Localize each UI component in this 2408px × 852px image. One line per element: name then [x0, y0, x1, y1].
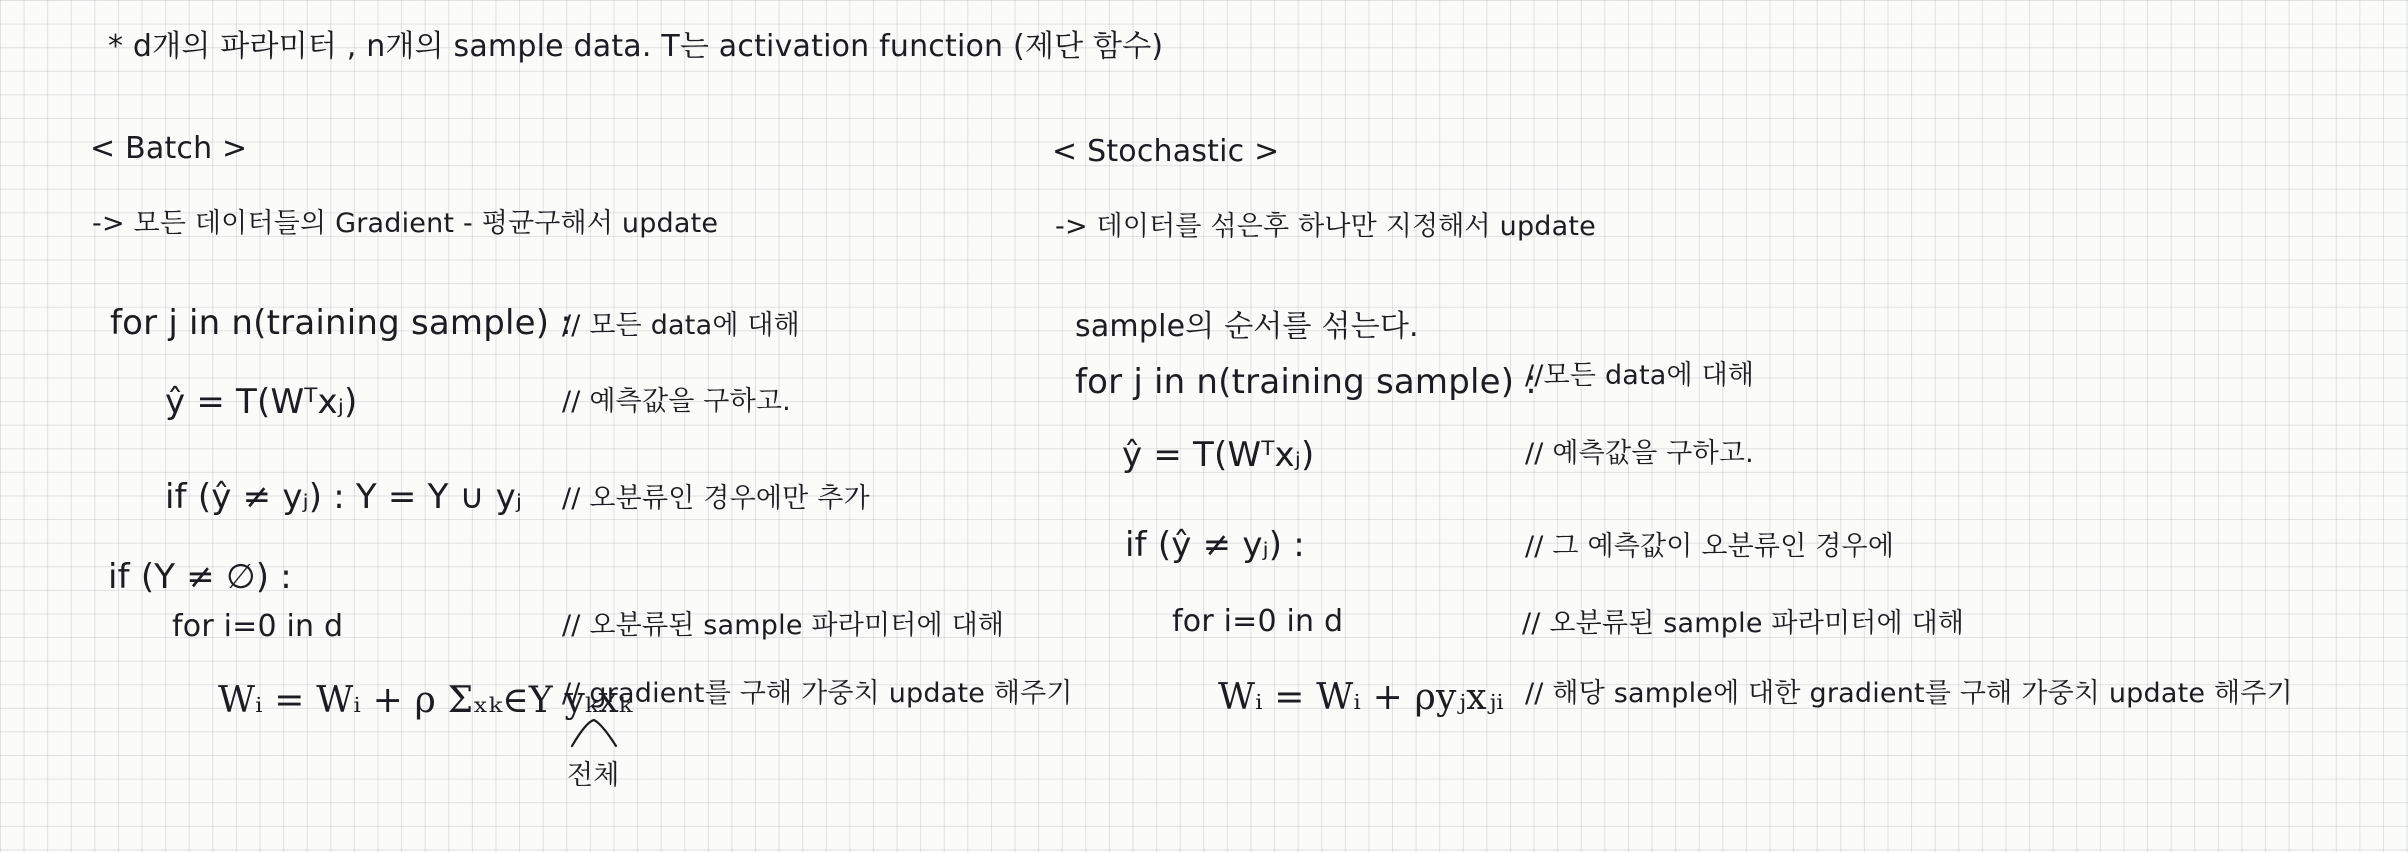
batch-line-code: for j in n(training sample) : [110, 303, 572, 343]
batch-under-note: 전체 [567, 760, 620, 791]
batch-line-code: if (Y ≠ ∅) : [108, 557, 292, 597]
batch-title: < Batch > [90, 131, 248, 166]
stochastic-line-comment: // 예측값을 구하고. [1525, 438, 1754, 469]
batch-line-comment: // 모든 data에 대해 [562, 310, 800, 341]
stochastic-line-comment: // 그 예측값이 오분류인 경우에 [1525, 531, 1895, 562]
stochastic-line-comment: // 해당 sample에 대한 gradient를 구해 가중치 update 해주기 [1525, 678, 2293, 709]
batch-summary: -> 모든 데이터들의 Gradient - 평균구해서 update [92, 208, 719, 239]
caret-arrow [568, 716, 620, 750]
stochastic-line-code: if (ŷ ≠ yⱼ) : [1125, 525, 1305, 565]
header-note: * d개의 파라미터 , n개의 sample data. T는 activation function (제단 함수) [108, 29, 1164, 64]
stochastic-line-code: for i=0 in d [1172, 604, 1344, 639]
stochastic-summary: -> 데이터를 섞은후 하나만 지정해서 update [1055, 211, 1596, 242]
stochastic-line-code: for j in n(training sample) : [1075, 362, 1537, 402]
batch-line-code: if (ŷ ≠ yⱼ) : Y = Y ∪ yⱼ [165, 477, 523, 517]
stochastic-line-comment: //모든 data에 대해 [1525, 360, 1755, 391]
batch-line-code: ŷ = T(Wᵀxⱼ) [165, 382, 358, 422]
stochastic-line-comment: // 오분류된 sample 파라미터에 대해 [1522, 608, 1965, 639]
batch-line-comment: // gradient를 구해 가중치 update 해주기 [562, 678, 1073, 709]
stochastic-title: < Stochastic > [1052, 134, 1280, 169]
stochastic-line-code: sample의 순서를 섞는다. [1075, 309, 1419, 344]
stochastic-line-code: ŷ = T(Wᵀxⱼ) [1122, 435, 1315, 475]
stochastic-update-equation: Wᵢ = Wᵢ + ρyⱼxⱼᵢ [1218, 677, 1504, 718]
batch-line-comment: // 오분류된 sample 파라미터에 대해 [562, 610, 1005, 641]
batch-line-comment: // 오분류인 경우에만 추가 [562, 483, 870, 514]
batch-line-code: for i=0 in d [172, 609, 344, 644]
batch-update-equation: Wᵢ = Wᵢ + ρ Σₓₖ∈Y yₖxₖ [218, 680, 633, 721]
batch-line-comment: // 예측값을 구하고. [562, 386, 791, 417]
